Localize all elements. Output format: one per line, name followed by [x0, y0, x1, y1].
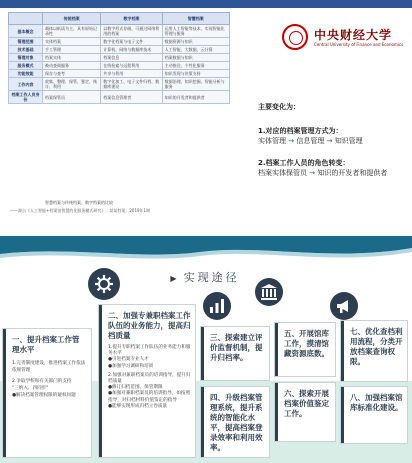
changes-heading: 主要变化为： — [258, 103, 300, 111]
table-cell: 以数字形式存储、可通过网络利用的档案 — [101, 25, 162, 38]
table-row-label: 管理范围 — [9, 38, 43, 46]
table-row — [9, 91, 230, 104]
table-row — [9, 25, 230, 38]
table-row — [9, 38, 230, 46]
logo-name-en: Central University of Finance and Economics — [314, 42, 404, 47]
table-row-label: 档案工作人员身份 — [9, 91, 43, 104]
table-row-label: 技术基础 — [9, 46, 43, 54]
step-body-line: 2.加强对兼职档案员的培训指导，提升归档质量 — [108, 372, 191, 385]
table-row-label: 工作内容 — [9, 78, 43, 91]
step-accent-bar — [99, 305, 102, 457]
table-cell: 手工管理 — [43, 46, 101, 54]
table-cell: 保存与查考 — [43, 70, 101, 78]
table-header-cell — [9, 13, 43, 25]
table-row — [9, 62, 230, 70]
table-header-cell: 数字档案 — [101, 13, 162, 25]
step-title: 一、提升档案工作管理水平 — [12, 335, 80, 354]
step-body-line: ●修订归档范围、保管期限 — [108, 385, 163, 391]
step-accent-bar — [275, 383, 278, 441]
step-body-line: ●能够实现形成归档立卷质量 — [108, 403, 168, 409]
table-row — [9, 78, 230, 91]
step-title: 四、升级档案管理系统，提升系统的智能化水平，提高档案登录效率和利用效率。 — [210, 393, 263, 452]
step-accent-bar — [3, 329, 6, 457]
step-title: 八、加强档案馆库标准化建设。 — [350, 393, 403, 412]
step-body-line: ●加强学习调研和培训 — [108, 363, 154, 369]
table-header-cell: 智慧档案 — [162, 13, 229, 25]
table-cell: 数字化档案与电子文件 — [101, 38, 162, 46]
megaphone-icon — [330, 292, 358, 320]
step-card-4 — [200, 386, 270, 458]
table-cell: 档案信息 — [101, 54, 162, 62]
header-wave — [0, 240, 412, 262]
flow-step: 档案实体保管员 — [258, 169, 307, 177]
step-body — [108, 345, 191, 410]
logo-name-cn: 中央财经大学 — [314, 28, 393, 42]
university-logo — [282, 24, 402, 54]
flow-step: 知识管理 — [334, 137, 363, 145]
step-card-7 — [340, 320, 408, 382]
table-row-label: 服务模式 — [9, 62, 43, 70]
change-point-2-flow — [258, 168, 408, 178]
step-body-line: 2.争取学校和有关部门的支持 — [12, 379, 72, 384]
table-row — [9, 54, 230, 62]
table-cell: 档案保管员 — [43, 91, 101, 104]
step-title: 六、探索开展档案价值鉴定工作。 — [284, 389, 329, 418]
table-cell: 共享与利用 — [101, 70, 162, 78]
header-bar — [0, 0, 412, 8]
step-title: 七、优化查档利用流程，分类开放档案查询权限。 — [350, 327, 403, 366]
step-body — [12, 360, 86, 399]
step-accent-bar — [201, 387, 204, 457]
bottom-slide — [0, 236, 412, 463]
comparison-table — [8, 12, 230, 104]
section-title-text: 实现途径 — [183, 271, 240, 284]
change-point-1-flow — [258, 136, 408, 146]
flow-step: 信息管理 — [296, 137, 325, 145]
table-caption: 智慧档案与传统档案、数字档案的比较 — [45, 200, 113, 205]
change-point-1-title: 1.对应的档案管理方式为： — [258, 127, 343, 135]
flow-step: 实体管理 — [258, 137, 286, 145]
table-cell: 档案数据与知识 — [162, 54, 229, 62]
step-accent-bar — [341, 321, 344, 381]
table-cell: 知识发现与决策支持 — [162, 70, 229, 78]
flow-step: 知识的开发者和提供者 — [317, 169, 388, 177]
table-cell: 实体档案 — [43, 38, 101, 46]
step-accent-bar — [201, 327, 204, 380]
chart-icon — [203, 292, 231, 320]
step-card-2 — [98, 304, 196, 458]
step-body-line: 1.完善制度建设，推进档案工作依法依规管理 — [12, 361, 86, 373]
table-header-cell: 传统档案 — [43, 13, 101, 25]
step-card-6 — [274, 382, 336, 442]
step-body-line: 1.提升专职档案工作队伍的业务能力和服务水平 — [108, 345, 191, 357]
main-changes — [258, 102, 408, 190]
table-row-label: 功能效能 — [9, 70, 43, 78]
step-card-5 — [274, 322, 336, 377]
step-card-3 — [200, 326, 270, 381]
step-card-1 — [2, 328, 92, 458]
table-cell: 主动推送、个性化服务 — [162, 62, 229, 70]
step-body-line: ●解决档案管理权限的疑权问题 — [12, 393, 76, 398]
table-cell: 计算机、网络与数据库技术 — [101, 46, 162, 54]
table-cell: 档案实体 — [43, 54, 101, 62]
table-cell: 档案信息管理者 — [101, 91, 162, 104]
step-title: 五、开展馆库工作，摸清馆藏资源底数。 — [284, 329, 329, 358]
change-point-2-title: 2.档案工作人员的角色转变： — [258, 159, 350, 167]
table-header-row — [9, 13, 230, 25]
step-title: 二、加强专兼职档案工作队伍的业务能力，提高归档质量 — [108, 311, 191, 340]
play-icon: ▶ — [170, 274, 180, 283]
seal-icon — [282, 24, 308, 50]
table-row — [9, 46, 230, 54]
table-cell: 数字化加工、电子文件归档、数据库建设 — [101, 78, 162, 91]
arrow-icon: → — [288, 137, 295, 145]
step-body-line: ●加强对兼职档案员的培训指导，如按照指导，对归档材料价值鉴定的指导 — [108, 391, 191, 403]
table-cell: 在线检索与远程利用 — [101, 62, 162, 70]
table-cell: 运用人工智能等技术，实现智能化管理与服务 — [162, 25, 229, 38]
gear-icon — [88, 268, 120, 300]
step-accent-bar — [341, 387, 344, 443]
arrow-icon: → — [326, 137, 333, 145]
step-accent-bar — [275, 323, 278, 376]
step-body-line: "三纳入、四同步" — [12, 386, 49, 391]
table-cell: 人工智能、大数据、云计算 — [162, 46, 229, 54]
table-row — [9, 70, 230, 78]
table-row-label: 基本概念 — [9, 25, 43, 38]
arrow-icon: → — [309, 169, 316, 177]
table-cell: 被动查阅服务 — [43, 62, 101, 70]
table-cell: 知识的开发者和提供者 — [162, 91, 229, 104]
table-source: ——源自《人工智能+档案馆智慧的化服务模式研究》，某某档案，2019年1期 — [10, 208, 151, 213]
step-title: 三、探索建立评价监督机制，提升归档率。 — [210, 333, 263, 362]
table-cell: 收集、整理、保管、鉴定、统计、利用 — [43, 78, 101, 91]
section-title — [150, 269, 260, 285]
table-cell: 载体以纸质为主，具有原始记录性 — [43, 25, 101, 38]
step-card-8 — [340, 386, 408, 444]
step-body-line: ●引进档案专业人才 — [108, 357, 149, 363]
table-cell: 数据资源与知识 — [162, 38, 229, 46]
table-row-label: 管理对象 — [9, 54, 43, 62]
table-cell: 数据治理、知识挖掘、智能分析与服务 — [162, 78, 229, 91]
building-icon — [255, 278, 283, 306]
